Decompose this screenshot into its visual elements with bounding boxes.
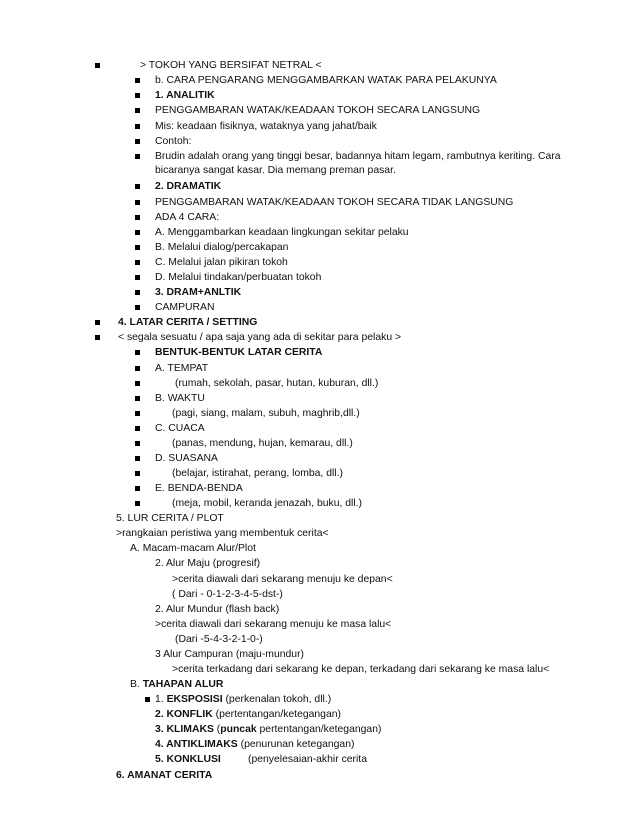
bullet-marker: [135, 305, 140, 310]
heading-alur-cerita: 5. LUR CERITA / PLOT: [116, 513, 224, 524]
text-line: ( Dari - 0-1-2-3-4-5-dst-): [172, 589, 283, 600]
bullet-marker: [135, 154, 140, 159]
text-line: (Dari -5-4-3-2-1-0-): [175, 634, 263, 645]
bullet-marker: [95, 320, 100, 325]
bullet-marker: [135, 93, 140, 98]
bullet-marker: [145, 697, 150, 702]
text-span: 3. KLIMAKS: [155, 724, 214, 735]
text-line: bicaranya sangat kasar. Dia memang preman pasar.: [155, 165, 396, 176]
bullet-marker: [135, 108, 140, 113]
text-line: >cerita diawali dari sekarang menuju ke depan<: [172, 574, 393, 585]
heading-dram-anltik: 3. DRAM+ANLTIK: [155, 287, 242, 298]
text-span: pertentangan/ketegangan): [256, 724, 382, 735]
bullet-marker: [135, 260, 140, 265]
bullet-marker: [135, 245, 140, 250]
text-line: A. Macam-macam Alur/Plot: [130, 543, 256, 554]
text-line: (belajar, istirahat, perang, lomba, dll.): [172, 468, 343, 479]
text-line: B. WAKTU: [155, 393, 205, 404]
text-span: puncak: [220, 724, 257, 735]
text-line: Brudin adalah orang yang tinggi besar, badannya hitam legam, rambutnya keriting. Cara: [155, 151, 561, 162]
text-line: [155, 723, 381, 737]
text-line: [155, 693, 331, 707]
text-span: (pertentangan/ketegangan): [212, 709, 341, 720]
heading-dramatik: 2. DRAMATIK: [155, 181, 222, 192]
bullet-marker: [135, 200, 140, 205]
text-line: [155, 738, 354, 752]
text-line: >cerita terkadang dari sekarang ke depan, terkadang dari sekarang ke masa lalu<: [172, 664, 550, 675]
text-line: E. BENDA-BENDA: [155, 483, 243, 494]
bullet-marker: [135, 139, 140, 144]
text-line: Mis: keadaan fisiknya, wataknya yang jahat/baik: [155, 121, 377, 132]
bullet-marker: [135, 426, 140, 431]
bullet-marker: [135, 275, 140, 280]
bullet-marker: [135, 366, 140, 371]
text-line: b. CARA PENGARANG MENGGAMBARKAN WATAK PARA PELAKUNYA: [155, 75, 497, 86]
text-span: 1.: [155, 694, 167, 705]
heading-amanat-cerita: 6. AMANAT CERITA: [116, 770, 213, 781]
text-line: C. CUACA: [155, 423, 205, 434]
heading-tahapan-alur: [130, 678, 223, 692]
text-line: D. Melalui tindakan/perbuatan tokoh: [155, 272, 322, 283]
text-line: D. SUASANA: [155, 453, 218, 464]
bullet-marker: [135, 350, 140, 355]
bullet-marker: [135, 486, 140, 491]
bullet-marker: [135, 501, 140, 506]
bullet-marker: [135, 411, 140, 416]
bullet-marker: [135, 124, 140, 129]
bullet-marker: [135, 396, 140, 401]
text-span: (penurunan ketegangan): [237, 739, 355, 750]
bullet-marker: [135, 441, 140, 446]
text-line: 3 Alur Campuran (maju-mundur): [155, 649, 304, 660]
text-line: PENGGAMBARAN WATAK/KEADAAN TOKOH SECARA LANGSUNG: [155, 105, 481, 116]
text-span: (: [213, 724, 221, 735]
text-line: A. TEMPAT: [155, 363, 209, 374]
text-line: CAMPURAN: [155, 302, 215, 313]
bullet-marker: [135, 184, 140, 189]
text-line: >cerita diawali dari sekarang menuju ke masa lalu<: [155, 619, 392, 630]
text-line: 5. KONKLUSI: [155, 754, 221, 765]
text-line: > TOKOH YANG BERSIFAT NETRAL <: [140, 60, 322, 71]
text-line: (penyelesaian-akhir cerita: [248, 754, 367, 765]
text-line: (meja, mobil, keranda jenazah, buku, dll.): [172, 498, 363, 509]
text-line: Contoh:: [155, 136, 192, 147]
text-line: (panas, mendung, hujan, kemarau, dll.): [172, 438, 353, 449]
text-line: PENGGAMBARAN WATAK/KEADAAN TOKOH SECARA TIDAK LANGSUNG: [155, 197, 514, 208]
text-line: 2. Alur Maju (progresif): [155, 558, 261, 569]
text-line: (rumah, sekolah, pasar, hutan, kuburan, dll.): [175, 378, 379, 389]
bullet-marker: [135, 471, 140, 476]
text-line: ADA 4 CARA:: [155, 212, 220, 223]
text-span: EKSPOSISI: [166, 694, 223, 705]
text-line: C. Melalui jalan pikiran tokoh: [155, 257, 288, 268]
text-span: B.: [130, 679, 143, 690]
text-line: A. Menggambarkan keadaan lingkungan sekitar pelaku: [155, 227, 409, 238]
text-line: (pagi, siang, malam, subuh, maghrib,dll.): [172, 408, 360, 419]
bullet-marker: [135, 456, 140, 461]
text-span: (perkenalan tokoh, dll.): [222, 694, 332, 705]
bullet-marker: [95, 63, 100, 68]
text-span: 4. ANTIKLIMAKS: [155, 739, 238, 750]
heading-bentuk-latar: BENTUK-BENTUK LATAR CERITA: [155, 347, 323, 358]
bullet-marker: [135, 381, 140, 386]
heading-latar-cerita: 4. LATAR CERITA / SETTING: [118, 317, 258, 328]
text-span: 2. KONFLIK: [155, 709, 213, 720]
text-line: >rangkaian peristiwa yang membentuk cerita<: [116, 528, 329, 539]
bullet-marker: [135, 290, 140, 295]
bullet-marker: [135, 215, 140, 220]
text-line: [155, 708, 341, 722]
text-line: < segala sesuatu / apa saja yang ada di sekitar para pelaku >: [118, 332, 402, 343]
text-line: B. Melalui dialog/percakapan: [155, 242, 289, 253]
text-span: TAHAPAN ALUR: [142, 679, 224, 690]
bullet-marker: [135, 78, 140, 83]
text-line: 2. Alur Mundur (flash back): [155, 604, 280, 615]
bullet-marker: [95, 335, 100, 340]
heading-analitik: 1. ANALITIK: [155, 90, 215, 101]
bullet-marker: [135, 230, 140, 235]
